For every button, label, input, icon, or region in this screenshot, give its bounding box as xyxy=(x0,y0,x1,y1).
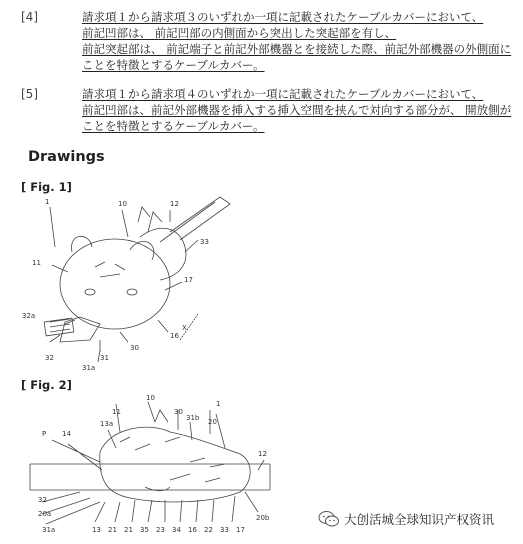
figure-2-drawing xyxy=(20,392,280,542)
callout: 20b xyxy=(256,514,270,522)
wechat-icon xyxy=(318,510,340,528)
callout: 10 xyxy=(146,394,155,402)
watermark xyxy=(318,510,494,528)
callout: 14 xyxy=(62,430,71,438)
claim-line: 前記凹部は、 前記凹部の内側面から突出した突起部を有し、 xyxy=(82,26,397,40)
callout: 31a xyxy=(82,364,96,372)
claim-line: 請求項１から請求項４のいずれか一項に記載されたケーブルカバーにおいて、 xyxy=(82,87,484,101)
claim-number: [5] xyxy=(21,87,38,101)
figure-1-drawing xyxy=(20,192,280,372)
claim-number: [4] xyxy=(21,10,38,24)
callout: P xyxy=(42,430,47,438)
callout: 13 xyxy=(92,526,101,534)
claim-line: 前記凹部は、前記外部機器を挿入する挿入空間を挟んで対向する部分が、 開放側が xyxy=(82,103,512,117)
callout: 32 xyxy=(38,496,47,504)
watermark-text: 大创活城全球知识产权资讯 xyxy=(344,512,495,527)
callout: 20 xyxy=(208,418,217,426)
claim-text xyxy=(82,86,511,134)
callout: 21 xyxy=(108,526,117,534)
callout: 32a xyxy=(22,312,36,320)
callout: X xyxy=(182,324,187,332)
callout: 30 xyxy=(130,344,139,352)
callout: 34 xyxy=(172,526,181,534)
callout: 1 xyxy=(216,400,221,408)
callout: 11 xyxy=(32,259,41,267)
callout: 13a xyxy=(100,420,114,428)
callout: 35 xyxy=(140,526,149,534)
callout: 11 xyxy=(112,408,121,416)
claim-line: ことを特徴とするケーブルカバー。 xyxy=(82,119,265,133)
figure-label: [ Fig. 1] xyxy=(21,180,72,194)
callout: 17 xyxy=(184,276,193,284)
callout: 16 xyxy=(188,526,197,534)
callout: 17 xyxy=(236,526,245,534)
callout: 23 xyxy=(156,526,165,534)
callout: 30 xyxy=(174,408,183,416)
callout: 31b xyxy=(186,414,200,422)
callout: 22 xyxy=(204,526,213,534)
figure-label: [ Fig. 2] xyxy=(21,378,72,392)
callout: 12 xyxy=(258,450,267,458)
callout: 31 xyxy=(100,354,109,362)
callout: 33 xyxy=(200,238,209,246)
claim-line: 前記突起部は、 前記端子と前記外部機器とを接続した際、前記外部機器の外側面に xyxy=(82,42,512,56)
callout: 1 xyxy=(45,198,50,206)
claim-text xyxy=(82,9,511,73)
claim-line: ことを特徴とするケーブルカバー。 xyxy=(82,58,265,72)
claim-line: 請求項１から請求項３のいずれか一項に記載されたケーブルカバーにおいて、 xyxy=(82,10,484,24)
callout: 20a xyxy=(38,510,52,518)
callout: 31a xyxy=(42,526,56,534)
callout: 32 xyxy=(45,354,54,362)
callout: 21 xyxy=(124,526,133,534)
callout: 16 xyxy=(170,332,179,340)
callout: 33 xyxy=(220,526,229,534)
callout: 10 xyxy=(118,200,127,208)
drawings-heading: Drawings xyxy=(28,149,105,165)
callout: 12 xyxy=(170,200,179,208)
